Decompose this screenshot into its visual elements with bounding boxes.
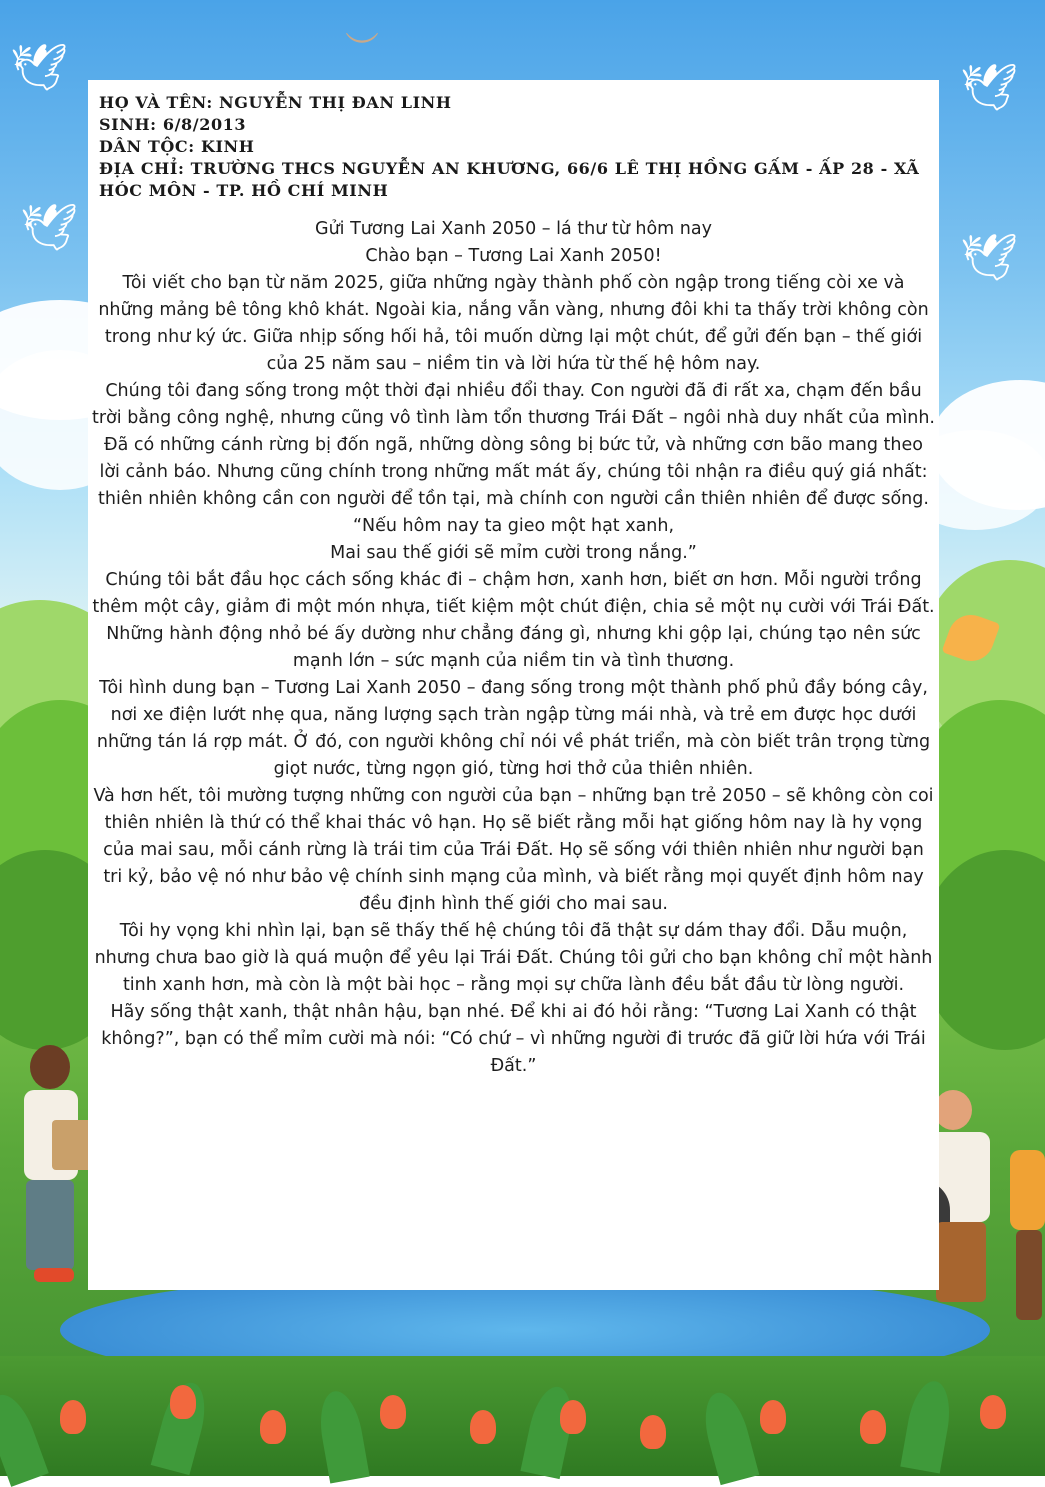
letter-paragraph: Và hơn hết, tôi mường tượng những con người của bạn – những bạn trẻ 2050 – sẽ không còn coi thiên nhiên là thứ có thể khai thác vô hạn. Họ sẽ biết rằng mỗi hạt giống hôm nay là hy vọng của mai sau, mỗi cánh rừng là trái tim của Trái Đất. Họ sẽ sống với thiên nhiên như người bạn tri kỷ, bảo vệ nó như bảo vệ chính sinh mạng của mình, và biết rằng mọi quyết định hôm nay đều định hình thế giới cho mai sau. bbox=[93, 786, 934, 914]
author-name: HỌ VÀ TÊN: NGUYỄN THỊ ĐAN LINH bbox=[99, 93, 452, 112]
tulip-icon bbox=[640, 1415, 666, 1449]
author-address: ĐỊA CHỈ: TRƯỜNG THCS NGUYỄN AN KHƯƠNG, 66/6 LÊ THỊ HỒNG GẤM - ẤP 28 - XÃ HÓC MÔN - TP. HỒ CHÍ MINH bbox=[99, 159, 920, 200]
letter-greeting: Chào bạn – Tương Lai Xanh 2050! bbox=[365, 246, 662, 266]
letter-title: Gửi Tương Lai Xanh 2050 – lá thư từ hôm nay bbox=[315, 219, 712, 239]
author-info bbox=[99, 92, 939, 202]
letter-paragraph: Chúng tôi bắt đầu học cách sống khác đi – chậm hơn, xanh hơn, biết ơn hơn. Mỗi người trồng thêm một cây, giảm đi một món nhựa, tiết kiệm một chút điện, chia sẻ một nụ cười với Trái Đất. Những hành động nhỏ bé ấy dường như chẳng đáng gì, nhưng khi gộp lại, chúng tạo nên sức mạnh lớn – sức mạnh của niềm tin và tình thương. bbox=[92, 570, 935, 671]
tulip-icon bbox=[60, 1400, 86, 1434]
letter-paragraph: Tôi viết cho bạn từ năm 2025, giữa những ngày thành phố còn ngập trong tiếng còi xe và những mảng bê tông khô khát. Ngoài kia, nắng vẫn vàng, nhưng đôi khi ta thấy trời không còn trong như ký ức. Giữa nhịp sống hối hả, tôi muốn dừng lại một chút, để gửi đến bạn – thế giới của 25 năm sau – niềm tin và lời hứa từ thế hệ hôm nay. bbox=[98, 273, 929, 374]
letter-paragraph: Hãy sống thật xanh, thật nhân hậu, bạn nhé. Để khi ai đó hỏi rằng: “Tương Lai Xanh có thật không?”, bạn có thể mỉm cười mà nói: “Có chứ – vì những người đi trước đã giữ lời hứa với Trái Đất.” bbox=[101, 1002, 926, 1076]
tulip-icon bbox=[170, 1385, 196, 1419]
tulip-icon bbox=[760, 1400, 786, 1434]
tulip-icon bbox=[470, 1410, 496, 1444]
tulip-icon bbox=[260, 1410, 286, 1444]
dove-icon: 🕊 bbox=[960, 230, 1019, 284]
tulip-icon bbox=[380, 1395, 406, 1429]
dove-icon: 🕊 bbox=[960, 60, 1019, 114]
tulip-icon bbox=[860, 1410, 886, 1444]
tulip-icon bbox=[560, 1400, 586, 1434]
letter-paper bbox=[88, 80, 939, 1290]
letter-quote-line: Mai sau thế giới sẽ mỉm cười trong nắng.” bbox=[330, 543, 697, 563]
letter-paragraph: Tôi hình dung bạn – Tương Lai Xanh 2050 – đang sống trong một thành phố phủ đầy bóng cây, nơi xe điện lướt nhẹ qua, năng lượng sạch tràn ngập từng mái nhà, và trẻ em được học dưới những tán lá rợp mát. Ở đó, con người không chỉ nói về phát triển, mà còn biết trân trọng từng giọt nước, từng ngọn gió, từng hơi thở của thiên nhiên. bbox=[96, 678, 931, 779]
person-partial-right bbox=[1010, 1140, 1045, 1320]
dove-icon: 🕊 bbox=[10, 40, 69, 94]
bird-icon: ︶ bbox=[345, 30, 379, 70]
letter-quote-line: “Nếu hôm nay ta gieo một hạt xanh, bbox=[352, 516, 675, 536]
author-ethnicity: DÂN TỘC: KINH bbox=[99, 137, 255, 156]
letter-paragraph: Chúng tôi đang sống trong một thời đại nhiều đổi thay. Con người đã đi rất xa, chạm đến bầu trời bằng công nghệ, nhưng cũng vô tình làm tổn thương Trái Đất – ngôi nhà duy nhất của mình. Đã có những cánh rừng bị đốn ngã, những dòng sông bị bức tử, và những cơn bão mang theo lời cảnh báo. Nhưng cũng chính trong những mất mát ấy, chúng tôi nhận ra điều quý giá nhất: thiên nhiên không cần con người để tồn tại, mà chính con người cần thiên nhiên để được sống. bbox=[92, 381, 935, 509]
letter-paragraph: Tôi hy vọng khi nhìn lại, bạn sẽ thấy thế hệ chúng tôi đã thật sự dám thay đổi. Dẫu muộn, nhưng chưa bao giờ là quá muộn để yêu lại Trái Đất. Chúng tôi gửi cho bạn không chỉ một hành tinh xanh hơn, mà còn là một bài học – rằng mọi sự chữa lành đều bắt đầu từ lòng người. bbox=[94, 921, 933, 995]
letter-body bbox=[88, 216, 939, 1080]
author-birth: SINH: 6/8/2013 bbox=[99, 115, 247, 134]
dove-icon: 🕊 bbox=[20, 200, 79, 254]
tulip-icon bbox=[980, 1395, 1006, 1429]
